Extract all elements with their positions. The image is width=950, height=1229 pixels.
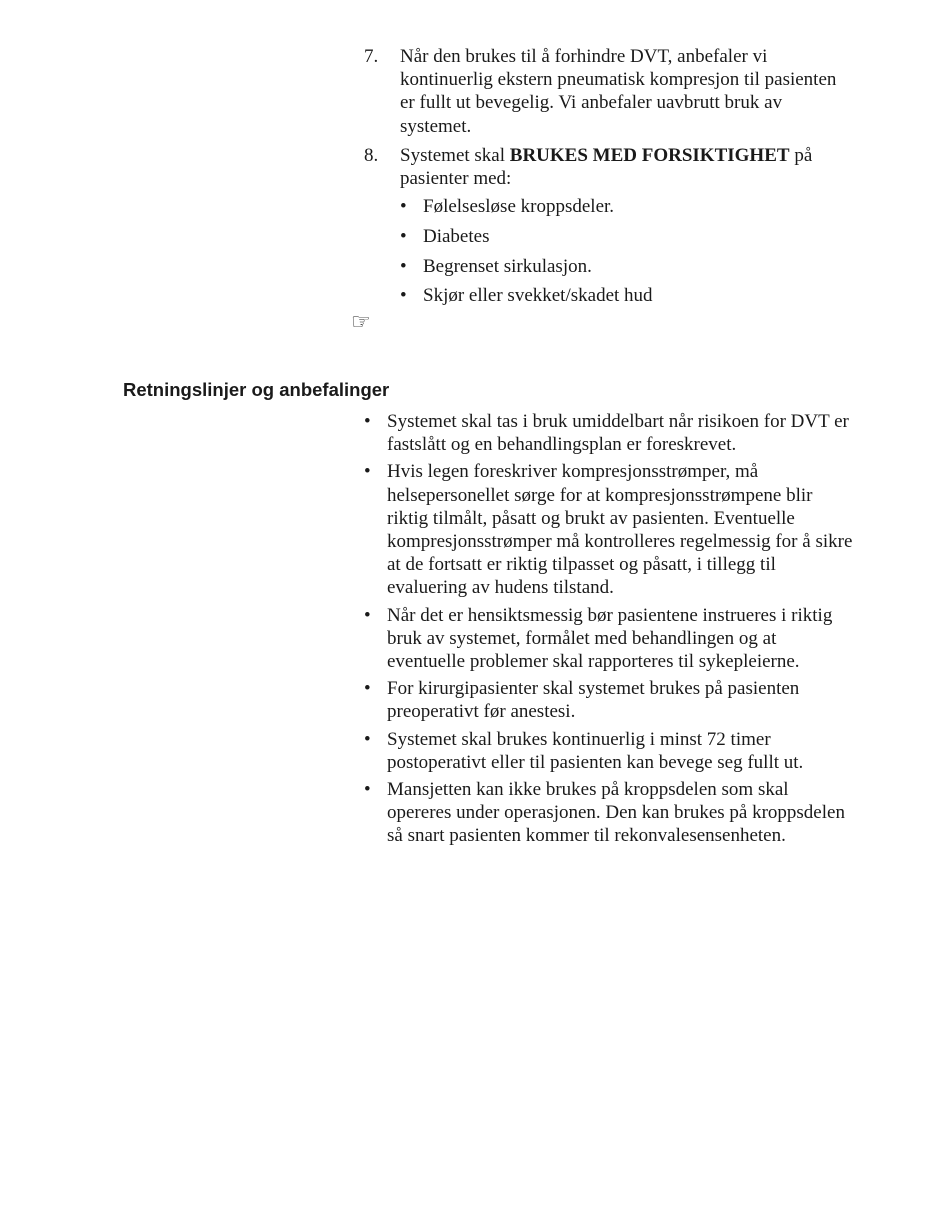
caution-conditions-list xyxy=(400,195,854,307)
list-item-7 xyxy=(364,45,854,138)
list-item: • Hvis legen foreskriver kompresjonsstrømper, må helsepersonellet sørge for at kompresjonsstrømpene blir riktig tilmålt, påsatt og brukt av pasienten. Eventuelle kompresjonsstrømper må kontrolleres regelmessig for å sikre at de fortsatt er riktig tilpasset og påsatt, i tillegg til evaluering av hudens tilstand. xyxy=(364,460,854,599)
list-item: • Følelsesløse kroppsdeler. xyxy=(400,195,854,218)
list-item: • Mansjetten kan ikke brukes på kroppsdelen som skal opereres under operasjonen. Den kan brukes på kroppsdelen så snart pasienten kommer til rekonvalesensenheten. xyxy=(364,778,854,848)
item-text-after: på pasienter med: xyxy=(400,144,813,190)
list-item: • Diabetes xyxy=(400,225,854,248)
item-text: Når den brukes til å forhindre DVT, anbefaler vi kontinuerlig ekstern pneumatisk kompresjon til pasienten er fullt ut bevegelig. Vi anbefaler uavbrutt bruk av systemet. xyxy=(400,46,837,137)
precautions-list xyxy=(364,45,854,314)
list-item: • Når det er hensiktsmessig bør pasientene instrueres i riktig bruk av systemet, formålet med behandlingen og at eventuelle problemer skal rapporteres til sykepleierne. xyxy=(364,604,854,674)
list-item: • Systemet skal tas i bruk umiddelbart når risikoen for DVT er fastslått og en behandlingsplan er foreskrevet. xyxy=(364,410,854,456)
item-text-before: Systemet skal xyxy=(400,144,510,166)
list-item: • For kirurgipasienter skal systemet brukes på pasienten preoperativt før anestesi. xyxy=(364,677,854,723)
item-number: 7. xyxy=(364,46,379,67)
pointing-hand-icon: ☞ xyxy=(351,310,371,335)
section-heading: Retningslinjer og anbefalinger xyxy=(123,379,390,400)
caution-emphasis: BRUKES MED FORSIKTIGHET xyxy=(509,144,790,166)
list-item-8 xyxy=(364,144,854,308)
list-item: • Systemet skal brukes kontinuerlig i minst 72 timer postoperativt eller til pasienten kan bevege seg fullt ut. xyxy=(364,728,854,774)
list-item: • Skjør eller svekket/skadet hud xyxy=(400,284,854,307)
item-number: 8. xyxy=(364,144,379,166)
guidelines-list xyxy=(364,410,854,852)
list-item: • Begrenset sirkulasjon. xyxy=(400,255,854,278)
item-text xyxy=(400,145,812,189)
